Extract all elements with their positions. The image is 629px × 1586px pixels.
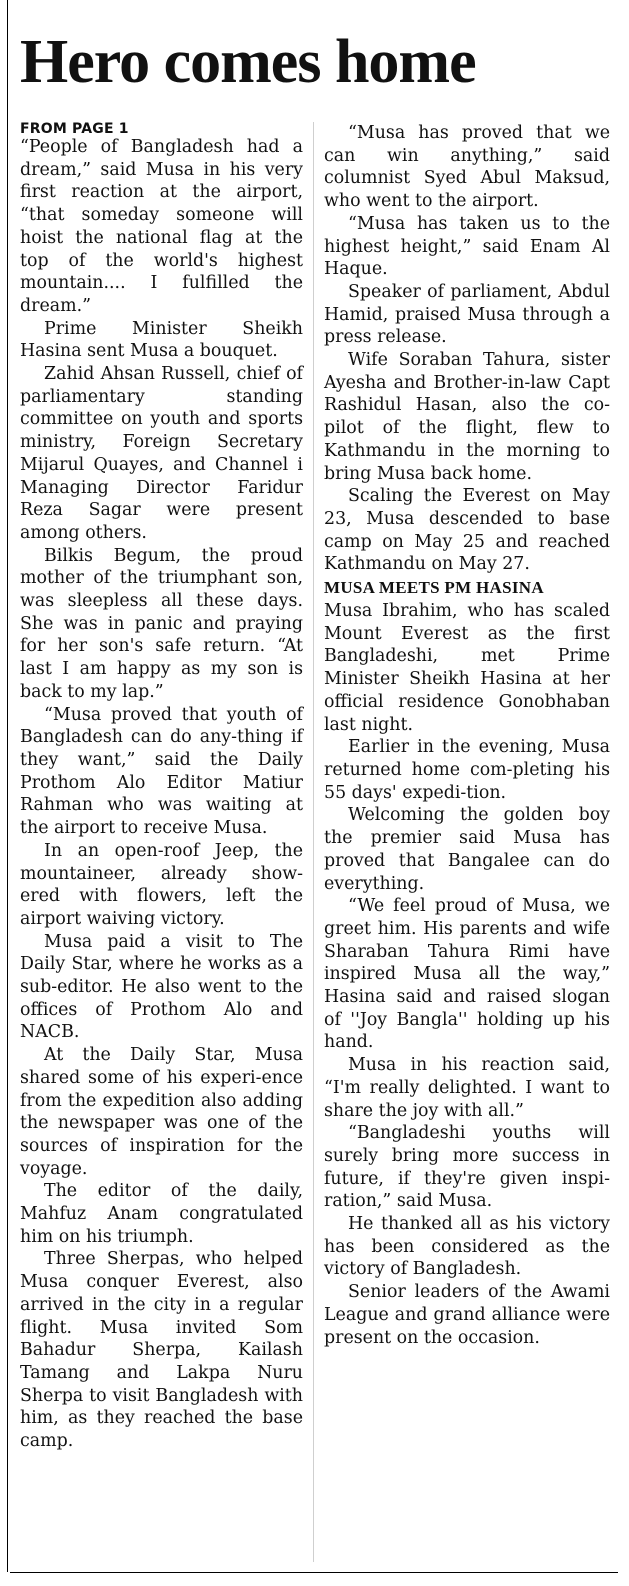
column-divider: [313, 122, 314, 1562]
paragraph: He thanked all as his victory has been considered as the victory of Bangladesh.: [324, 1214, 610, 1280]
paragraph: The editor of the daily, Mahfuz Anam congratulated him on his triumph.: [20, 1181, 303, 1247]
paragraph: “Musa proved that youth of Bangladesh can do any-thing if they want,” said the Daily Prothom Alo Editor Matiur Rahman who was waiting at the airport to receive Musa.: [20, 704, 303, 839]
paragraph: Earlier in the evening, Musa returned home com-pleting his 55 days' expedi-tion.: [324, 737, 610, 803]
paragraph: “Bangladeshi youths will surely bring more success in future, if they're given inspi-ration,” said Musa.: [324, 1123, 610, 1212]
paragraph: Wife Soraban Tahura, sister Ayesha and Brother-in-law Capt Rashidul Hasan, also the co-pilot of the flight, flew to Kathmandu in the morning to bring Musa back home.: [324, 350, 610, 484]
paragraph: Musa paid a visit to The Daily Star, where he works as a sub-editor. He also went to the offices of Prothom Alo and NACB.: [20, 931, 303, 1043]
paragraph: Bilkis Begum, the proud mother of the triumphant son, was sleepless all these days. She was in panic and praying for her son's safe return. “At last I am happy as my son is back to my lap.”: [20, 545, 303, 702]
paragraph: “Musa has taken us to the highest height,” said Enam Al Haque.: [324, 213, 610, 280]
paragraph: “We feel proud of Musa, we greet him. His parents and wife Sharaban Tahura Rimi have inspired Musa all the way,” Hasina said and raised slogan of ''Joy Bangla'' holding up his hand.: [324, 896, 610, 1053]
paragraph: “People of Bangladesh had a dream,” said Musa in his very first reaction at the airport, “that someday someone will hoist the national flag at the top of the world's highest mountain.... I fulfilled the dream.”: [20, 137, 303, 316]
headline: Hero comes home: [20, 28, 476, 96]
paragraph: Musa in his reaction said, “I'm really delighted. I want to share the joy with all.”: [324, 1055, 610, 1121]
paragraph: Zahid Ahsan Russell, chief of parliamentary standing committee on youth and sports ministry, Foreign Secretary Mijarul Quayes, and Channel i Managing Director Faridur Reza Sagar were present among others.: [20, 364, 303, 543]
paragraph: Prime Minister Sheikh Hasina sent Musa a bouquet.: [20, 318, 303, 362]
paragraph: Three Sherpas, who helped Musa conquer Everest, also arrived in the city in a regular flight. Musa invited Som Bahadur Sherpa, Kailash Tamang and Lakpa Nuru Sherpa to visit Bangladesh with him, as they reached the base camp.: [20, 1249, 303, 1452]
paragraph: Musa Ibrahim, who has scaled Mount Everest as the first Bangladeshi, met Prime Minister Sheikh Hasina at her official residence Gonobhaban last night.: [324, 601, 610, 735]
paragraph: Welcoming the golden boy the premier said Musa has proved that Bangalee can do everything.: [324, 805, 610, 894]
bottom-border-rule: [10, 1572, 618, 1573]
left-border-rule: [7, 0, 8, 1572]
left-column: [20, 122, 303, 1453]
paragraph: Scaling the Everest on May 23, Musa descended to base camp on May 25 and reached Kathmandu on May 27.: [324, 486, 610, 575]
paragraph: “Musa has proved that we can win anything,” said columnist Syed Abul Maksud, who went to the airport.: [324, 123, 610, 212]
subheading: MUSA MEETS PM HASINA: [324, 578, 544, 598]
paragraph: At the Daily Star, Musa shared some of his experi-ence from the expedition also adding the newspaper was one of the sources of inspiration for the voyage.: [20, 1045, 303, 1179]
kicker: FROM PAGE 1: [20, 121, 129, 137]
paragraph: Senior leaders of the Awami League and grand alliance were present on the occasion.: [324, 1282, 610, 1348]
paragraph: Speaker of parliament, Abdul Hamid, praised Musa through a press release.: [324, 281, 610, 348]
paragraph: In an open-roof Jeep, the mountaineer, already show-ered with flowers, left the airport waiving victory.: [20, 840, 303, 929]
right-column: [324, 122, 610, 1349]
